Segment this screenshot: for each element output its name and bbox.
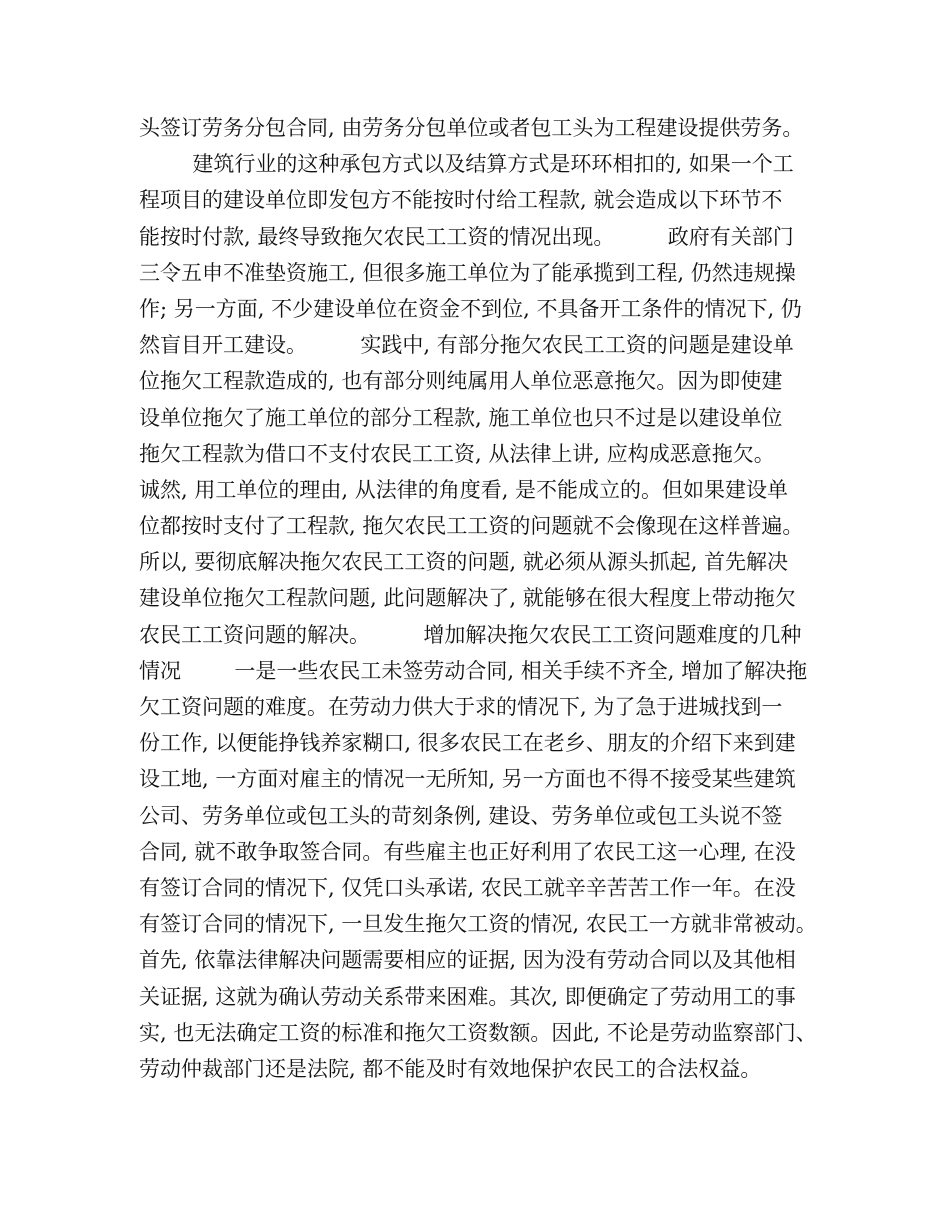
text-line: 实, 也无法确定工资的标准和拖欠工资数额。因此, 不论是劳动监察部门、 [139, 1020, 817, 1045]
text-line: 头签订劳务分包合同, 由劳务分包单位或者包工头为工程建设提供劳务。 [139, 116, 804, 140]
text-line: 劳动仲裁部门还是法院, 都不能及时有效地保护农民工的合法权益。 [139, 1056, 762, 1081]
text-line: 建设单位拖欠工程款问题, 此问题解决了, 就能够在很大程度上带动拖欠 [139, 586, 796, 611]
text-line: 合同, 就不敢争取签合同。有些雇主也正好利用了农民工这一心理, 在没 [139, 839, 796, 864]
text-line: 情况 一是一些农民工未签劳动合同, 相关手续不齐全, 增加了解决拖 [139, 658, 808, 683]
text-line: 位都按时支付了工程款, 拖欠农民工工资的问题就不会像现在这样普遍。 [139, 514, 804, 539]
text-line: 欠工资问题的难度。在劳动力供大于求的情况下, 为了急于进城找到一 [139, 695, 783, 719]
text-line: 位拖欠工程款造成的, 也有部分则纯属用人单位恶意拖欠。因为即使建 [139, 369, 783, 394]
text-line: 能按时付款, 最终导致拖欠农民工工资的情况出现。 政府有关部门 [139, 224, 794, 249]
text-line: 然盲目开工建设。 实践中, 有部分拖欠农民工工资的问题是建设单 [139, 333, 794, 358]
text-line: 有签订合同的情况下, 仅凭口头承诺, 农民工就辛辛苦苦工作一年。在没 [139, 875, 796, 900]
text-line: 作; 另一方面, 不少建设单位在资金不到位, 不具备开工条件的情况下, 仍 [139, 296, 802, 321]
text-line: 设单位拖欠了施工单位的部分工程款, 施工单位也只不过是以建设单位 [139, 405, 783, 430]
text-line: 首先, 依靠法律解决问题需要相应的证据, 因为没有劳动合同以及其他相 [139, 948, 796, 973]
text-line: 有签订合同的情况下, 一旦发生拖欠工资的情况, 农民工一方就非常被动。 [139, 912, 817, 937]
text-line: 拖欠工程款为借口不支付农民工工资, 从法律上讲, 应构成恶意拖欠。 [139, 441, 775, 466]
text-line: 三令五申不准垫资施工, 但很多施工单位为了能承揽到工程, 仍然违规操 [139, 260, 796, 285]
text-line: 公司、劳务单位或包工头的苛刻条例, 建设、劳务单位或包工头说不签 [139, 803, 783, 828]
text-line: 关证据, 这就为确认劳动关系带来困难。其次, 即便确定了劳动用工的事 [139, 984, 796, 1009]
text-line: 设工地, 一方面对雇主的情况一无所知, 另一方面也不得不接受某些建筑 [139, 767, 796, 792]
text-line: 农民工工资问题的解决。 增加解决拖欠农民工工资问题难度的几种 [139, 622, 802, 647]
body-text [139, 110, 839, 1087]
text-line: 所以, 要彻底解决拖欠农民工工资的问题, 就必须从源头抓起, 首先解决 [139, 550, 789, 575]
text-line: 份工作, 以便能挣钱养家糊口, 很多农民工在老乡、朋友的介绍下来到建 [139, 731, 796, 756]
text-line: 程项目的建设单位即发包方不能按时付给工程款, 就会造成以下环节不 [139, 188, 783, 213]
text-line: 建筑行业的这种承包方式以及结算方式是环环相扣的, 如果一个工 [139, 152, 794, 177]
text-line: 诚然, 用工单位的理由, 从法律的角度看, 是不能成立的。但如果建设单 [139, 477, 789, 502]
